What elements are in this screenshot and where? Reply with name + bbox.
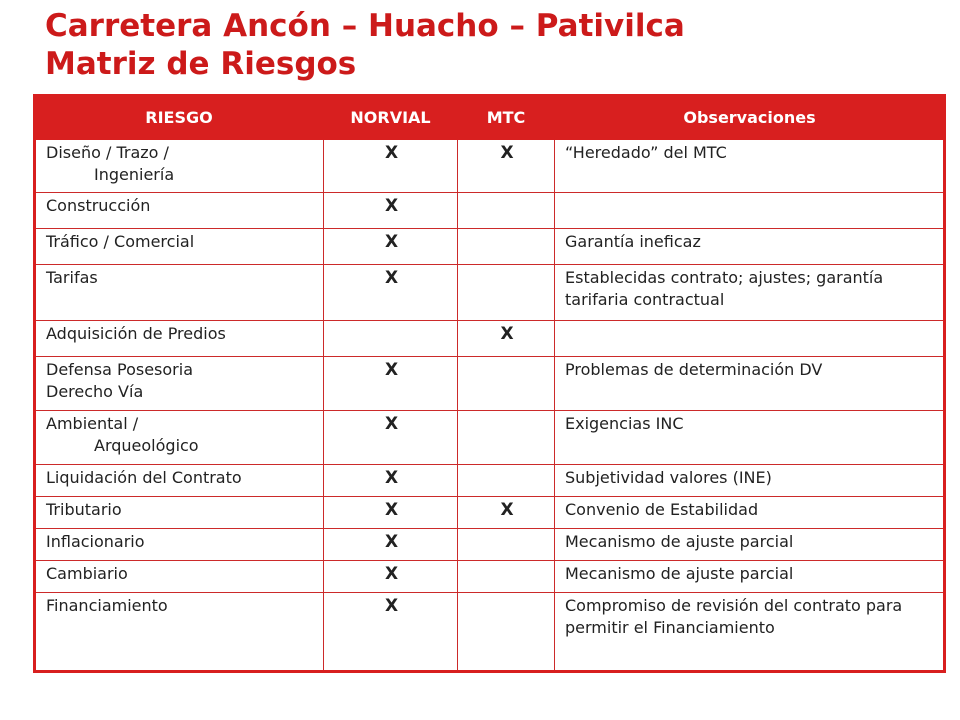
table-row	[35, 529, 945, 561]
table-row	[35, 139, 945, 193]
norvial-mark	[324, 321, 458, 357]
risk-text: Ambiental /	[46, 414, 139, 433]
table-row	[35, 321, 945, 357]
risk-text: Diseño / Trazo /	[46, 143, 169, 162]
risk-text: Arqueológico	[94, 436, 199, 455]
mtc-mark: X	[458, 321, 555, 357]
risk-text: Cambiario	[46, 564, 128, 583]
table-row	[35, 229, 945, 265]
mtc-mark: X	[458, 139, 555, 193]
norvial-mark: X	[324, 465, 458, 497]
observation-cell: Subjetividad valores (INE)	[555, 465, 945, 497]
risk-cell	[35, 497, 324, 529]
mtc-mark	[458, 193, 555, 229]
header-mtc: MTC	[458, 96, 555, 139]
observation-cell	[555, 193, 945, 229]
risk-text: Defensa Posesoria	[46, 360, 194, 379]
norvial-mark: X	[324, 497, 458, 529]
mtc-mark	[458, 357, 555, 411]
risk-cell	[35, 561, 324, 593]
mtc-mark	[458, 229, 555, 265]
risk-text: Tributario	[46, 500, 122, 519]
observation-cell: Compromiso de revisión del contrato para permitir el Financiamiento	[555, 593, 945, 672]
mtc-mark	[458, 411, 555, 465]
risk-text: Tarifas	[46, 268, 98, 287]
table-row	[35, 265, 945, 321]
risk-text: Ingeniería	[94, 165, 175, 184]
header-norvial: NORVIAL	[324, 96, 458, 139]
mtc-mark	[458, 265, 555, 321]
risk-cell	[35, 265, 324, 321]
risk-text: Construcción	[46, 196, 151, 215]
observation-cell	[555, 321, 945, 357]
table-row	[35, 465, 945, 497]
header-riesgo: RIESGO	[35, 96, 324, 139]
norvial-mark: X	[324, 229, 458, 265]
mtc-mark	[458, 593, 555, 672]
observation-cell: Establecidas contrato; ajustes; garantía tarifaria contractual	[555, 265, 945, 321]
risk-cell	[35, 465, 324, 497]
risk-cell	[35, 593, 324, 672]
risk-text: Tráfico / Comercial	[46, 232, 195, 251]
table-row	[35, 411, 945, 465]
mtc-mark	[458, 561, 555, 593]
title-line-2: Matriz de Riesgos	[45, 46, 357, 82]
risk-text: Financiamiento	[46, 596, 168, 615]
table-row	[35, 497, 945, 529]
header-observaciones: Observaciones	[555, 96, 945, 139]
norvial-mark: X	[324, 357, 458, 411]
mtc-mark	[458, 529, 555, 561]
risk-cell	[35, 139, 324, 193]
title-line-1: Carretera Ancón – Huacho – Pativilca	[45, 8, 685, 44]
page-title	[45, 7, 685, 83]
mtc-mark	[458, 465, 555, 497]
risk-cell	[35, 529, 324, 561]
risk-matrix-table	[33, 94, 946, 673]
observation-cell: Garantía ineficaz	[555, 229, 945, 265]
risk-cell	[35, 229, 324, 265]
risk-cell	[35, 357, 324, 411]
norvial-mark: X	[324, 411, 458, 465]
norvial-mark: X	[324, 561, 458, 593]
norvial-mark: X	[324, 265, 458, 321]
risk-cell	[35, 193, 324, 229]
table-header-row	[35, 96, 945, 139]
risk-cell	[35, 321, 324, 357]
risk-text: Adquisición de Predios	[46, 324, 226, 343]
norvial-mark: X	[324, 529, 458, 561]
table-row	[35, 561, 945, 593]
risk-text: Inflacionario	[46, 532, 145, 551]
observation-cell: Convenio de Estabilidad	[555, 497, 945, 529]
table-row	[35, 193, 945, 229]
observation-cell: “Heredado” del MTC	[555, 139, 945, 193]
observation-cell: Mecanismo de ajuste parcial	[555, 561, 945, 593]
table-row	[35, 357, 945, 411]
risk-text: Derecho Vía	[46, 382, 144, 401]
risk-text: Liquidación del Contrato	[46, 468, 242, 487]
risk-cell	[35, 411, 324, 465]
observation-cell: Exigencias INC	[555, 411, 945, 465]
norvial-mark: X	[324, 139, 458, 193]
observation-cell: Problemas de determinación DV	[555, 357, 945, 411]
observation-cell: Mecanismo de ajuste parcial	[555, 529, 945, 561]
table-row	[35, 593, 945, 672]
mtc-mark: X	[458, 497, 555, 529]
norvial-mark: X	[324, 593, 458, 672]
norvial-mark: X	[324, 193, 458, 229]
